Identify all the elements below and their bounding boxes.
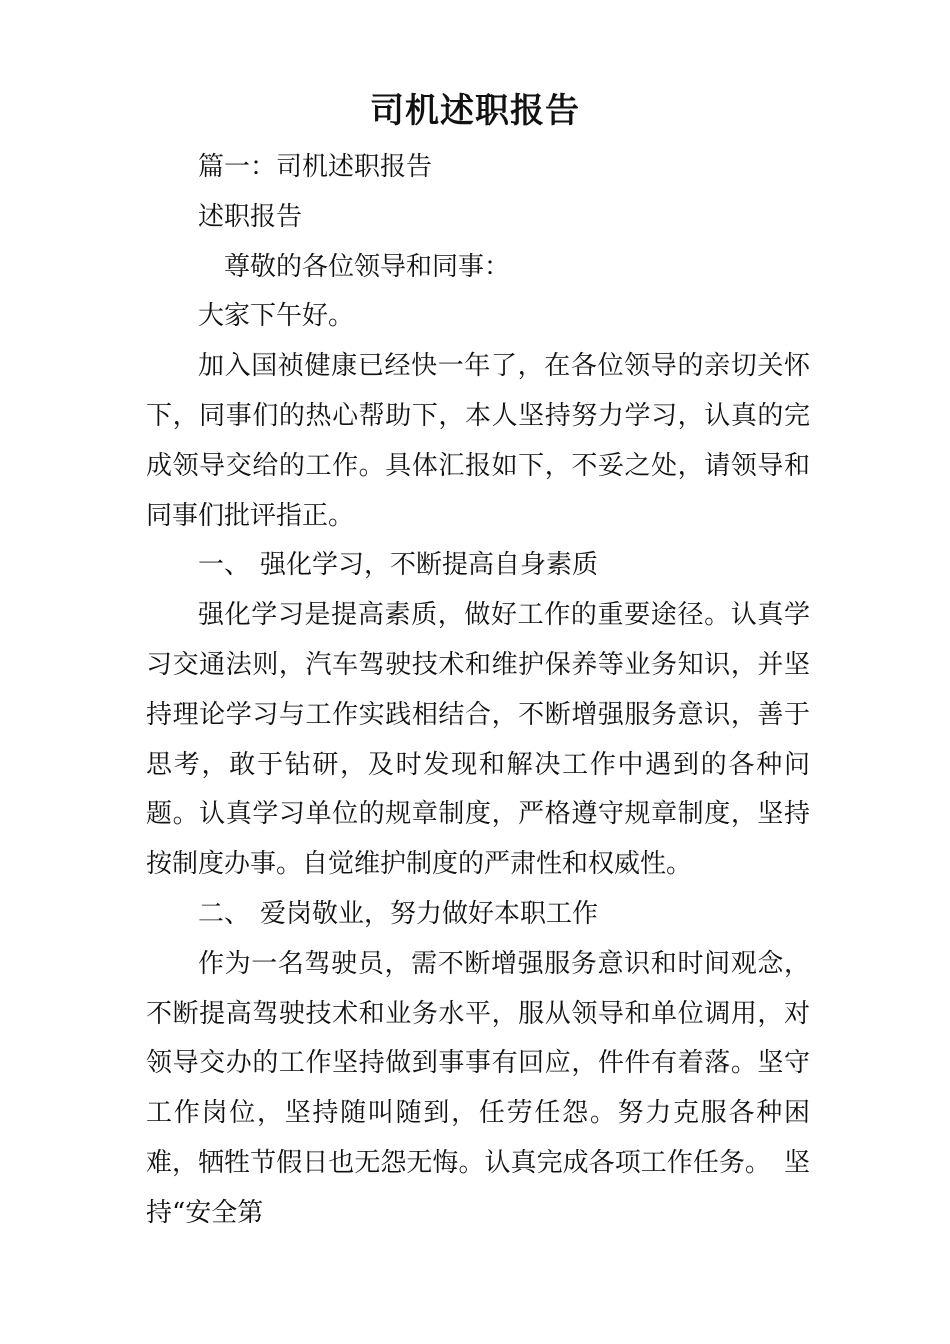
section-heading: [146, 541, 810, 591]
document-body: [146, 143, 810, 1239]
section-paragraph: 作为一名驾驶员，需不断增强服务意识和时间观念，不断提高驾驶技术和业务水平，服从领导和单位调用，对领导交办的工作坚持做到事事有回应，件件有着落。坚守工作岗位，坚持随叫随到，任劳任怨。努力克服各种困难，牺牲节假日也无怨无悔。认真完成各项工作任务。 坚持“安全第: [146, 948, 810, 1228]
section-number: 一、: [198, 550, 251, 581]
salutation: 尊敬的各位领导和同事：: [224, 251, 511, 282]
intro-paragraph: 加入国祯健康已经快一年了，在各位领导的亲切关怀下，同事们的热心帮助下，本人坚持努力学习，认真的完成领导交给的工作。具体汇报如下，不妥之处，请领导和同事们批评指正。: [146, 351, 810, 531]
document-title: 司机述职报告: [370, 91, 580, 131]
section-heading-text: 强化学习，不断提高自身素质: [260, 550, 599, 581]
section-number: 二、: [198, 898, 251, 929]
section-heading-text: 爱岗敬业，努力做好本职工作: [260, 898, 599, 929]
report-label: 述职报告: [198, 201, 303, 232]
section-paragraph: 强化学习是提高素质，做好工作的重要途径。认真学习交通法则，汽车驾驶技术和维护保养等业务知识，并坚持理论学习与工作实践相结合，不断增强服务意识，善于思考，敢于钻研，及时发现和解决工作中遇到的各种问题。认真学习单位的规章制度，严格遵守规章制度，坚持按制度办事。自觉维护制度的严肃性和权威性。: [146, 600, 810, 880]
greeting: 大家下午好。: [198, 301, 355, 332]
section-heading: [146, 890, 810, 940]
document-subtitle: 篇一：司机述职报告: [198, 152, 433, 182]
